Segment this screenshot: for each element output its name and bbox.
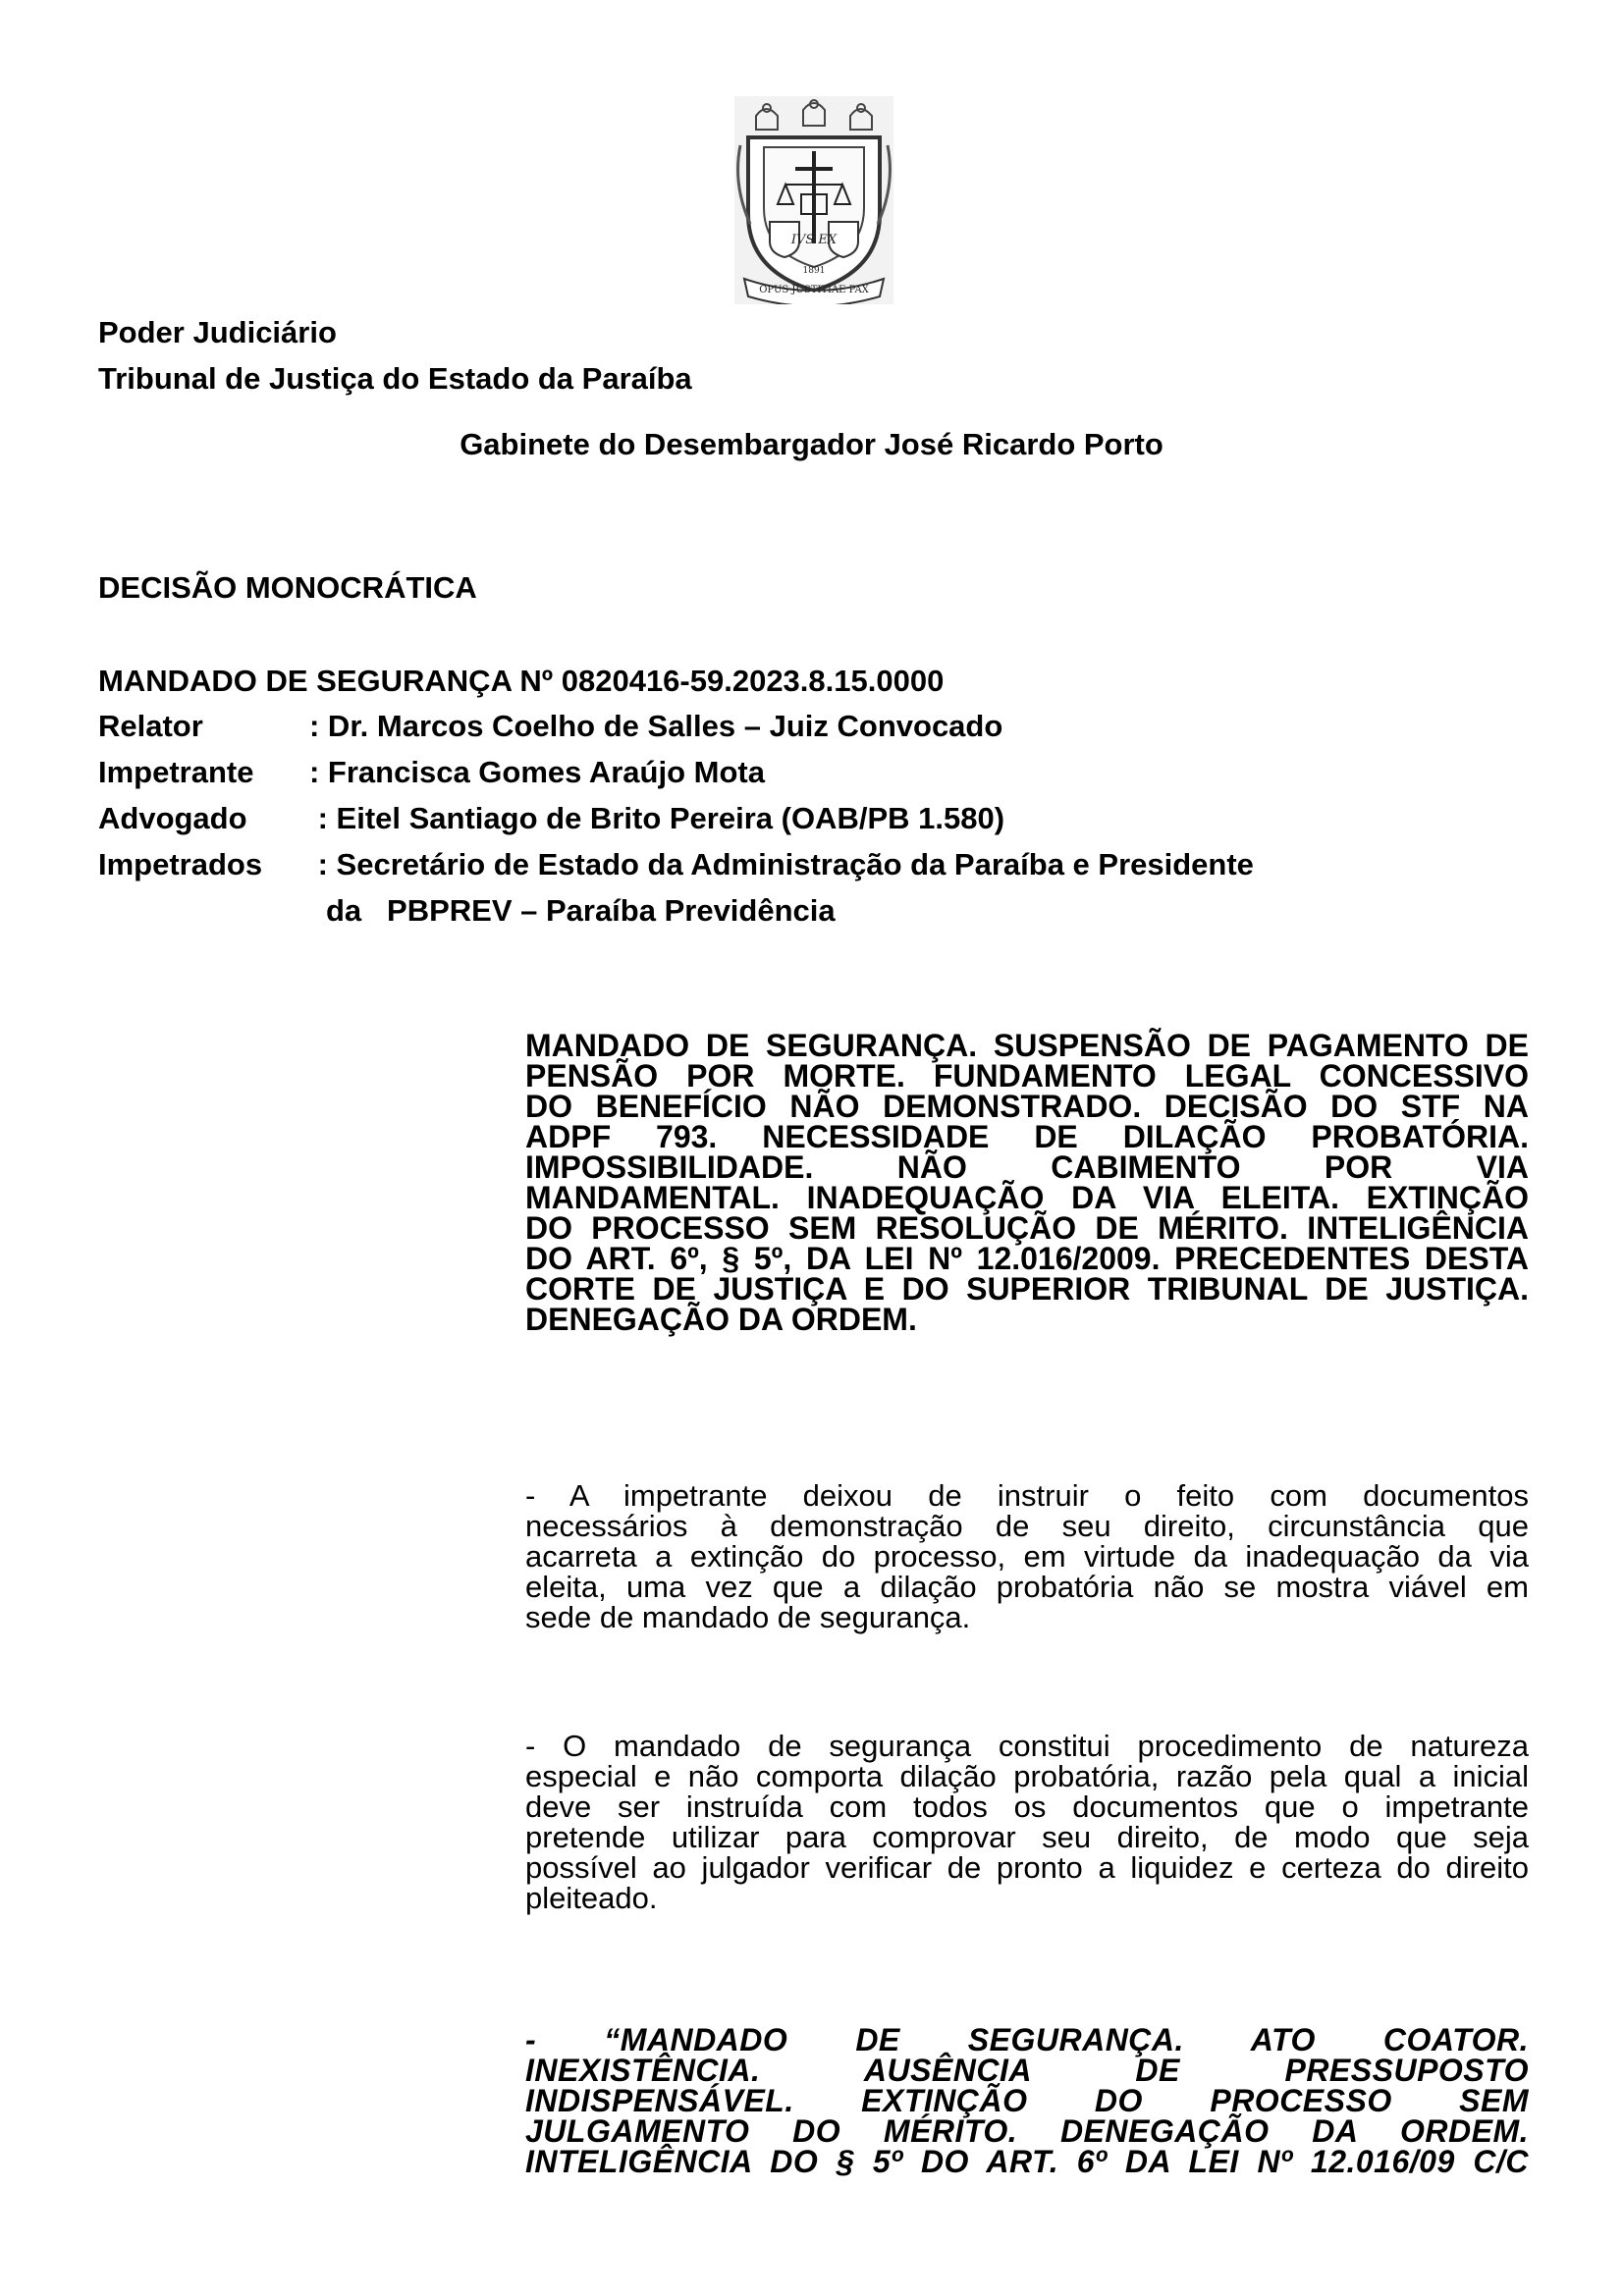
party-label: Impetrante: [98, 755, 254, 789]
ementa-line: MANDADO DE SEGURANÇA. SUSPENSÃO DE PAGAMENTO DE: [525, 1028, 1529, 1063]
party-label: Relator: [98, 709, 203, 743]
ementa-line: PENSÃO POR MORTE. FUNDAMENTO LEGAL CONCESSIVO: [525, 1058, 1529, 1094]
party-value: : Francisca Gomes Araújo Mota: [309, 755, 765, 789]
seal-monogram: IVS EX: [790, 233, 838, 247]
ementa-line: DO PROCESSO SEM RESOLUÇÃO DE MÉRITO. INTELIGÊNCIA: [525, 1210, 1529, 1246]
party-row-impetrante: [98, 749, 1254, 795]
seal-motto: OPUS JUSTITIAE PAX: [759, 285, 869, 295]
quote-line: JULGAMENTO DO MÉRITO. DENEGAÇÃO DA ORDEM.: [525, 2113, 1529, 2149]
document-title: DECISÃO MONOCRÁTICA: [98, 570, 477, 605]
party-label: Impetrados: [98, 847, 263, 881]
summary-paragraph-2: [525, 1731, 1529, 1913]
paragraph-line: pretende utilizar para comprovar seu direito, de modo que seja: [525, 1820, 1529, 1854]
ementa-line: DO ART. 6º, § 5º, DA LEI Nº 12.016/2009. PRECEDENTES DESTA: [525, 1241, 1529, 1276]
header-office: [0, 422, 1623, 467]
party-value: : Eitel Santiago de Brito Pereira (OAB/PB 1.580): [309, 801, 1005, 835]
party-row-continuation: da PBPREV – Paraíba Previdência: [326, 893, 836, 928]
ementa-line: CORTE DE JUSTIÇA E DO SUPERIOR TRIBUNAL DE JUSTIÇA.: [525, 1271, 1529, 1307]
ementa-line: ADPF 793. NECESSIDADE DE DILAÇÃO PROBATÓRIA.: [525, 1119, 1529, 1154]
party-value: : Dr. Marcos Coelho de Salles – Juiz Convocado: [309, 709, 1003, 743]
header-judiciary: Poder Judiciário: [98, 315, 337, 349]
paragraph-line: especial e não comporta dilação probatória, razão pela qual a inicial: [525, 1759, 1529, 1793]
quote-line: INTELIGÊNCIA DO § 5º DO ART. 6º DA LEI Nº 12.016/09 C/C: [525, 2144, 1529, 2179]
office-name: Gabinete do Desembargador José Ricardo Porto: [460, 427, 1163, 461]
parties-block: [98, 703, 1254, 934]
paragraph-line: possível ao julgador verificar de pronto a liquidez e certeza do direito: [525, 1850, 1529, 1885]
paragraph-line: necessários à demonstração de seu direito, circunstância que: [525, 1509, 1529, 1543]
quote-line: INEXISTÊNCIA. AUSÊNCIA DE PRESSUPOSTO: [525, 2053, 1529, 2088]
paragraph-line: - A impetrante deixou de instruir o feito com documentos: [525, 1478, 1529, 1513]
coat-of-arms-seal-icon: [734, 96, 893, 304]
seal-year: 1891: [802, 266, 826, 276]
case-number: MANDADO DE SEGURANÇA Nº 0820416-59.2023.8.15.0000: [98, 664, 945, 698]
quote-line: - “MANDADO DE SEGURANÇA. ATO COATOR.: [525, 2022, 1529, 2057]
ementa-line: MANDAMENTAL. INADEQUAÇÃO DA VIA ELEITA. EXTINÇÃO: [525, 1180, 1529, 1215]
paragraph-line: acarreta a extinção do processo, em virtude da inadequação da via: [525, 1539, 1529, 1574]
summary-paragraph-1: [525, 1480, 1529, 1632]
paragraph-line: eleita, uma vez que a dilação probatória não se mostra viável em: [525, 1570, 1529, 1604]
quote-line: INDISPENSÁVEL. EXTINÇÃO DO PROCESSO SEM: [525, 2083, 1529, 2118]
party-row-advogado: [98, 795, 1254, 841]
paragraph-line: deve ser instruída com todos os documentos que o impetrante: [525, 1789, 1529, 1824]
ementa-line: DENEGAÇÃO DA ORDEM.: [525, 1302, 917, 1337]
ementa-line: IMPOSSIBILIDADE. NÃO CABIMENTO POR VIA: [525, 1149, 1529, 1185]
party-value: : Secretário de Estado da Administração da Paraíba e Presidente: [309, 847, 1254, 881]
party-label: Advogado: [98, 801, 247, 835]
paragraph-line: - O mandado de segurança constitui procedimento de natureza: [525, 1729, 1529, 1763]
quoted-precedent: [525, 2022, 1529, 2179]
party-row-relator: [98, 703, 1254, 749]
header-court: Tribunal de Justiça do Estado da Paraíba: [98, 361, 692, 396]
ementa-block: [525, 1028, 1529, 1337]
ementa-line: DO BENEFÍCIO NÃO DEMONSTRADO. DECISÃO DO STF NA: [525, 1089, 1529, 1124]
party-row-impetrados: [98, 841, 1254, 887]
paragraph-line: pleiteado.: [525, 1881, 658, 1915]
paragraph-line: sede de mandado de segurança.: [525, 1600, 971, 1634]
